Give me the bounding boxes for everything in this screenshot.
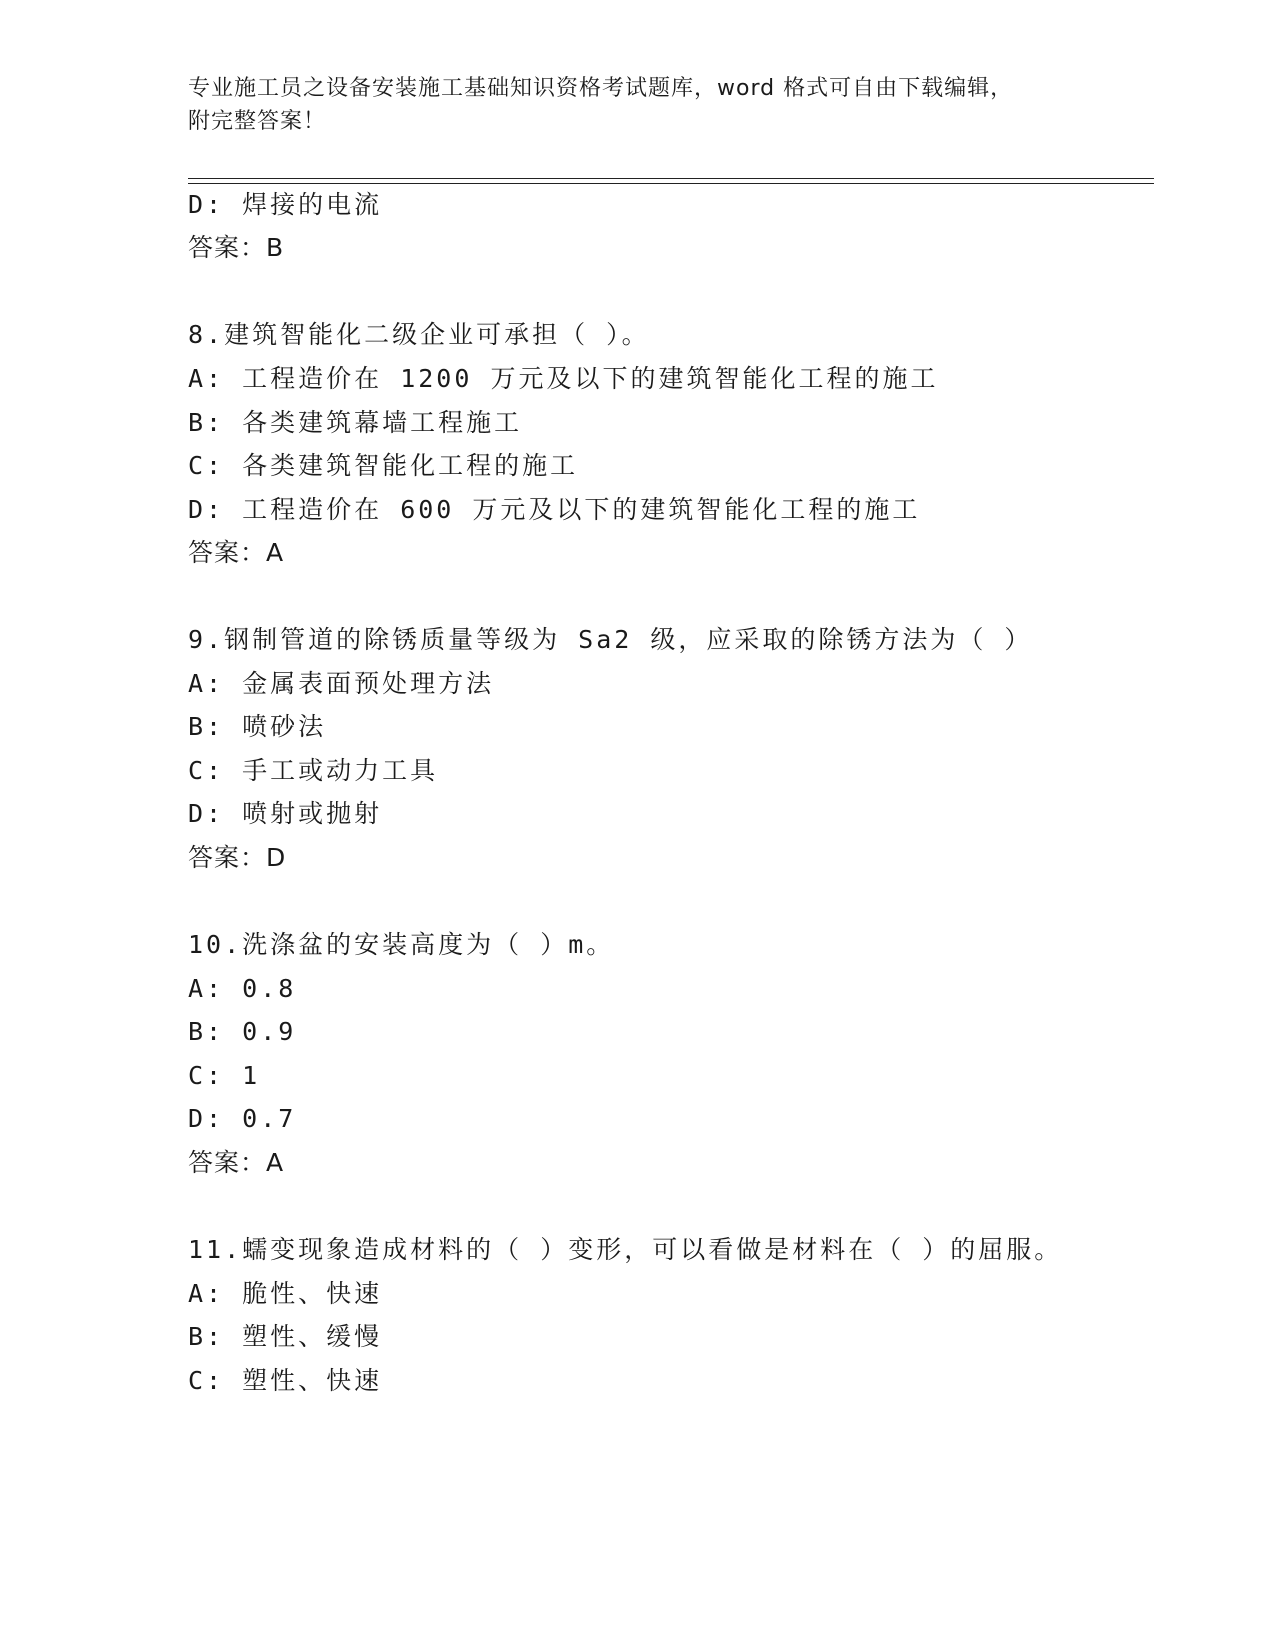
- option-line: A: 金属表面预处理方法: [188, 669, 495, 698]
- header-line-1: 专业施工员之设备安装施工基础知识资格考试题库，word 格式可自由下载编辑，: [188, 76, 1014, 101]
- option-line: B: 塑性、缓慢: [188, 1322, 383, 1351]
- option-line: C: 塑性、快速: [188, 1366, 383, 1395]
- option-line: C: 1: [188, 1061, 261, 1090]
- header-line-2: 附完整答案！: [188, 109, 327, 134]
- option-line: C: 手工或动力工具: [188, 756, 439, 785]
- question-line: 11.蠕变现象造成材料的（ ）变形，可以看做是材料在（ ）的屈服。: [188, 1235, 1063, 1264]
- document-header: [188, 72, 1068, 138]
- answer-line: 答案：A: [188, 1148, 285, 1177]
- answer-line: 答案：D: [188, 843, 287, 872]
- option-line: A: 脆性、快速: [188, 1279, 383, 1308]
- header-divider-bottom: [188, 183, 1154, 184]
- option-line: B: 喷砂法: [188, 712, 327, 741]
- option-line: B: 各类建筑幕墙工程施工: [188, 408, 523, 437]
- option-line: C: 各类建筑智能化工程的施工: [188, 451, 579, 480]
- option-line: D: 焊接的电流: [188, 190, 383, 219]
- question-line: 9.钢制管道的除锈质量等级为 Sa2 级，应采取的除锈方法为（ ）: [188, 625, 1033, 654]
- option-line: A: 0.8: [188, 974, 297, 1003]
- option-line: D: 工程造价在 600 万元及以下的建筑智能化工程的施工: [188, 495, 921, 524]
- option-line: B: 0.9: [188, 1017, 297, 1046]
- option-line: D: 喷射或抛射: [188, 799, 383, 828]
- answer-line: 答案：B: [188, 233, 285, 262]
- option-line: D: 0.7: [188, 1104, 297, 1133]
- option-line: A: 工程造价在 1200 万元及以下的建筑智能化工程的施工: [188, 364, 939, 393]
- header-divider-top: [188, 178, 1154, 179]
- answer-line: 答案：A: [188, 538, 285, 567]
- question-line: 8.建筑智能化二级企业可承担（ ）。: [188, 320, 650, 349]
- question-line: 10.洗涤盆的安装高度为（ ）m。: [188, 930, 615, 959]
